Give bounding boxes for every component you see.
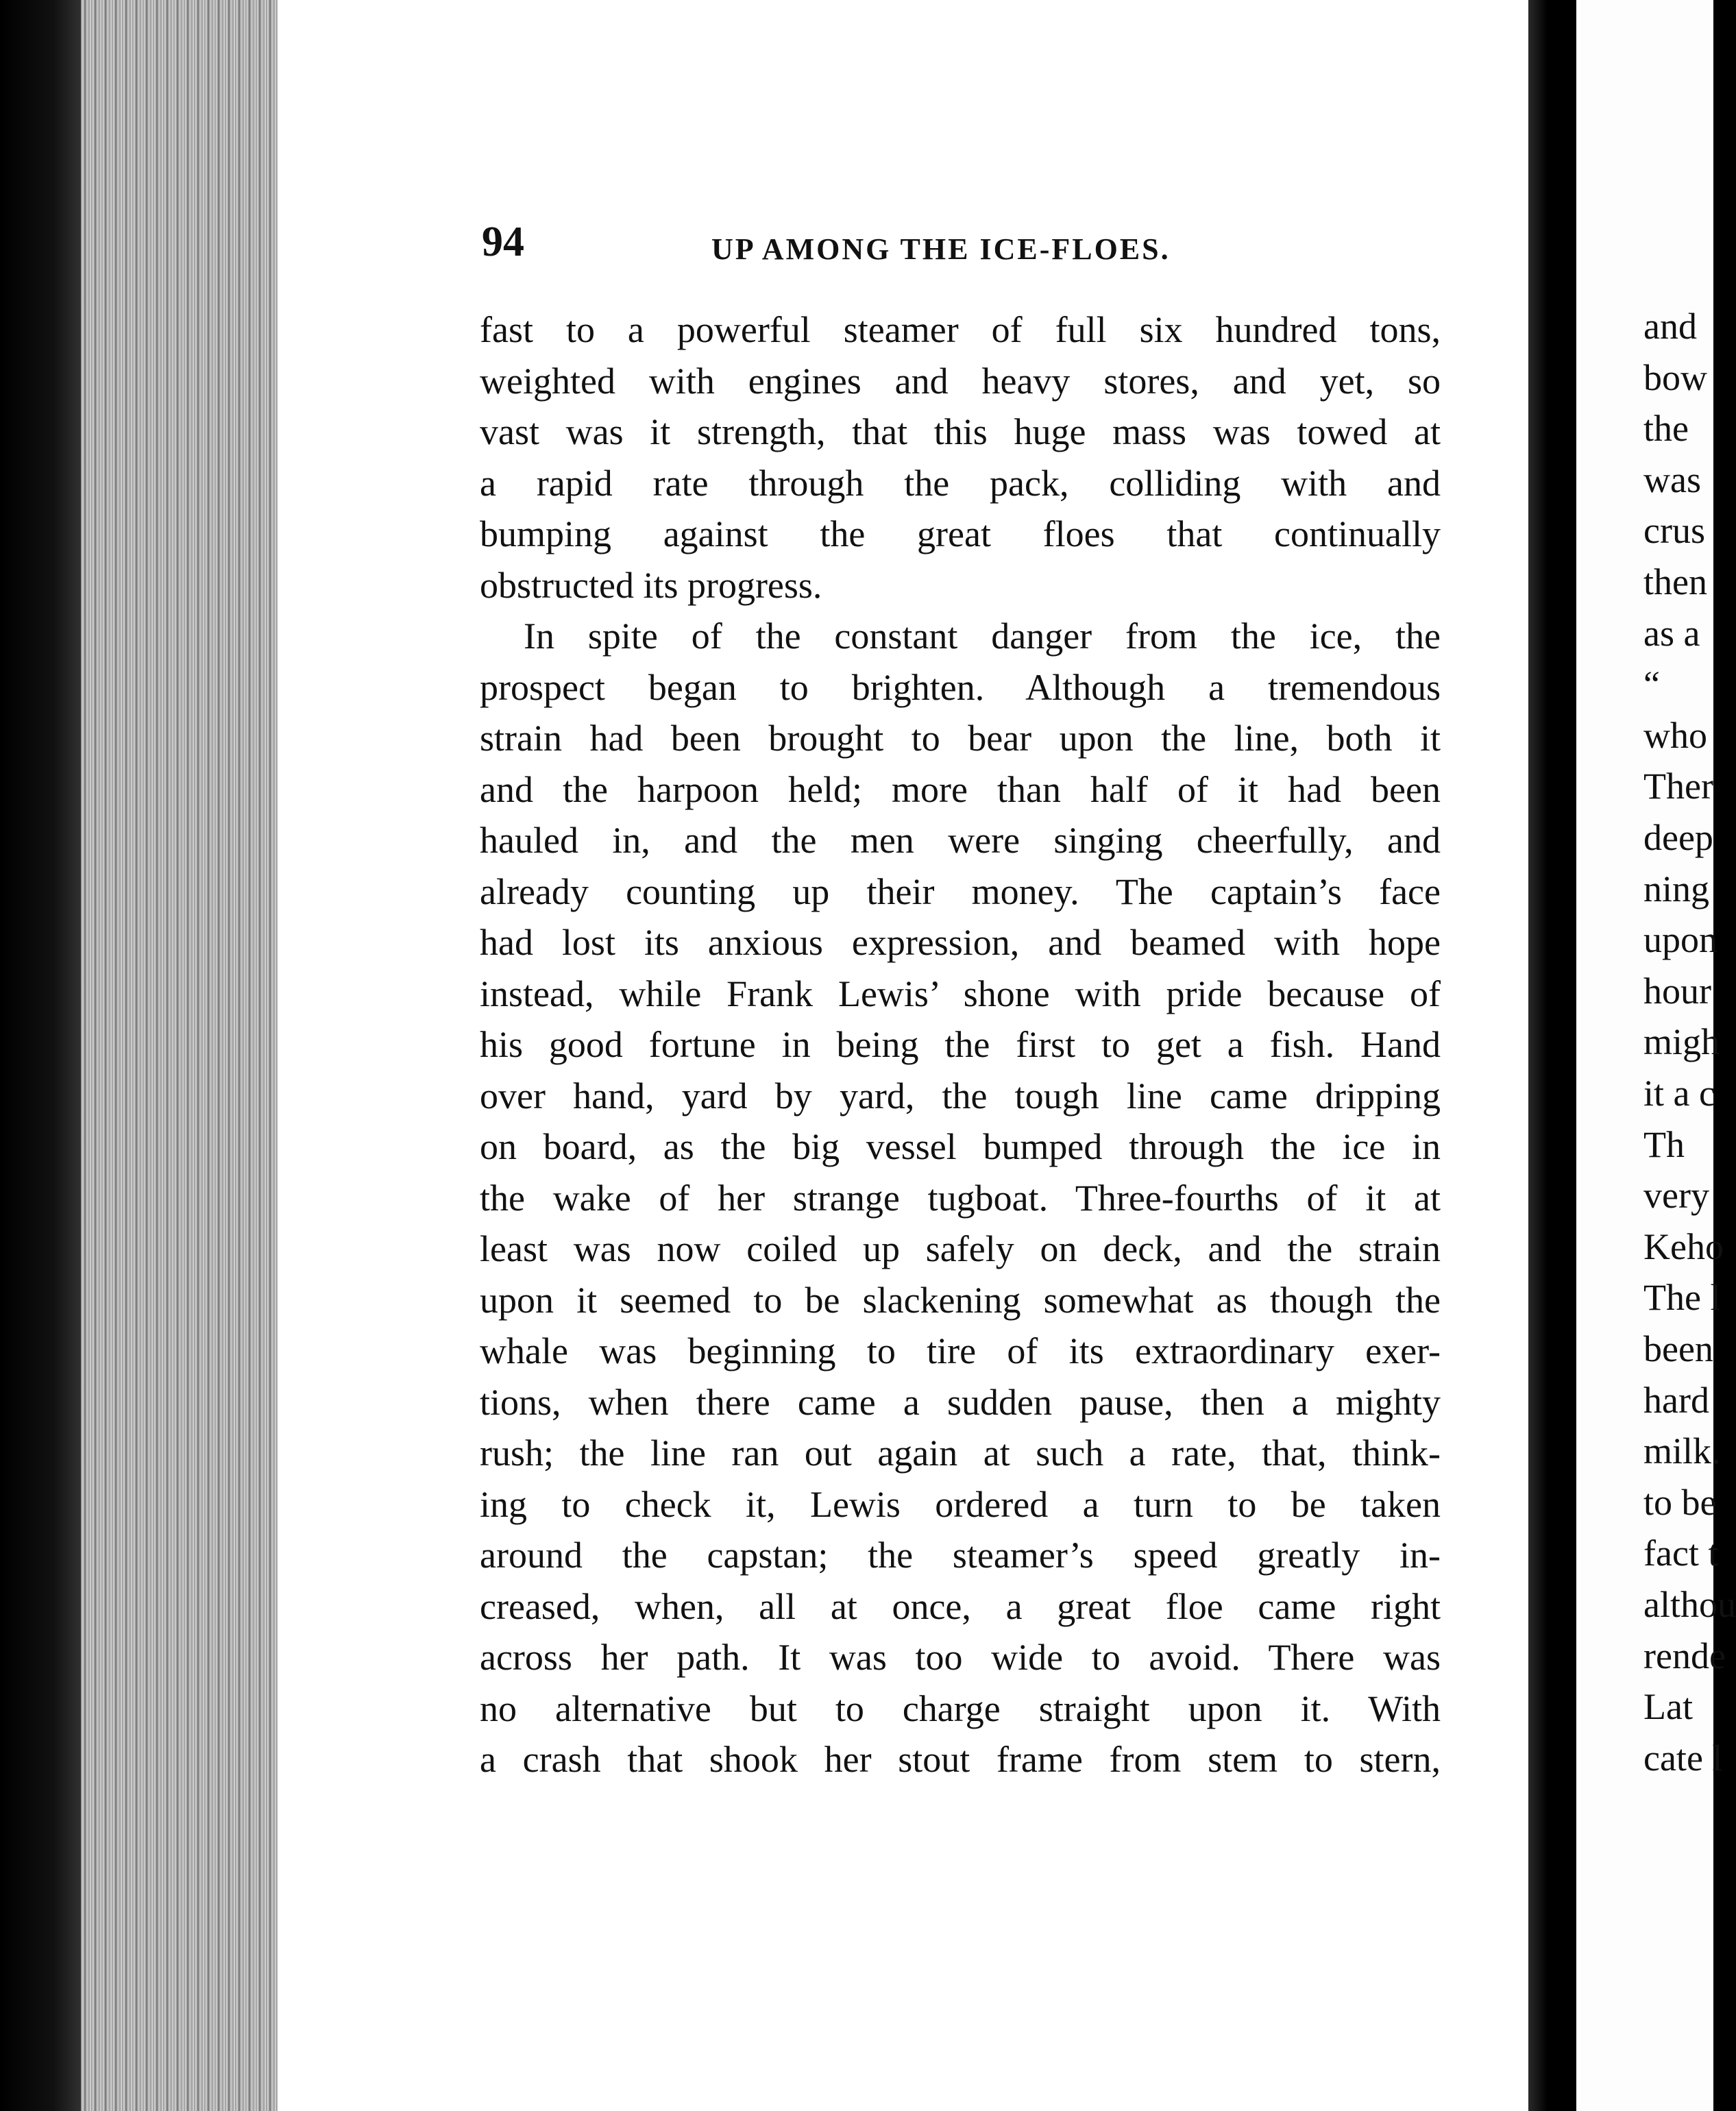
page-edges (81, 0, 280, 2111)
text-line: prospect began to brighten. Although a tremendous (480, 666, 1441, 708)
page-number: 94 (482, 219, 524, 265)
text-line: no alternative but to charge straight upon it. With (480, 1687, 1441, 1729)
text-line: around the capstan; the steamer’s speed greatly in- (480, 1535, 1441, 1576)
book-spine-shadow (1528, 0, 1576, 2111)
facing-page-fragment: milk. (1643, 1430, 1721, 1472)
text-line: on board, as the big vessel bumped through the ice in (480, 1126, 1441, 1167)
facing-page-fragment: been (1643, 1328, 1713, 1369)
facing-page-fragment: very (1643, 1175, 1709, 1217)
text-line: tions, when there came a sudden pause, then a mighty (480, 1381, 1441, 1423)
left-shadow (0, 0, 89, 2111)
text-line: In spite of the constant danger from the ice, the (524, 615, 1441, 657)
facing-page-fragment: Ther (1643, 766, 1713, 807)
text-line: a rapid rate through the pack, colliding with and (480, 462, 1441, 504)
text-line: already counting up their money. The captain’s face (480, 870, 1441, 912)
text-line: instead, while Frank Lewis’ shone with pride because of (480, 973, 1441, 1014)
facing-page-fragment: the (1643, 408, 1689, 450)
facing-page-fragment: ning (1643, 868, 1710, 910)
facing-page-fragment: deep (1643, 817, 1713, 858)
facing-page-fragment: Lat (1643, 1686, 1693, 1728)
facing-page-fragment: to be (1643, 1481, 1717, 1523)
facing-page-fragment: upon (1643, 919, 1717, 961)
text-line: a crash that shook her stout frame from stem to stern, (480, 1739, 1441, 1780)
text-line: the wake of her strange tugboat. Three-fourths of it at (480, 1177, 1441, 1219)
text-line: ing to check it, Lewis ordered a turn to be taken (480, 1483, 1441, 1525)
facing-page-fragment: Keho (1643, 1225, 1724, 1267)
text-line: rush; the line ran out again at such a rate, that, think- (480, 1432, 1441, 1474)
text-line: over hand, yard by yard, the tough line came dripping (480, 1075, 1441, 1116)
facing-page-fragment: hard (1643, 1379, 1709, 1421)
text-line: obstructed its progress. (480, 564, 822, 606)
facing-page-fragment: was (1643, 459, 1701, 500)
text-line: and the harpoon held; more than half of it had been (480, 768, 1441, 810)
facing-page-fragment: fact t (1643, 1533, 1719, 1574)
facing-page-fragment: hour (1643, 970, 1711, 1012)
facing-page-fragment: and (1643, 306, 1697, 347)
facing-page-fragment: althou (1643, 1584, 1736, 1625)
text-line: upon it seemed to be slackening somewhat as though the (480, 1279, 1441, 1321)
facing-page-fragment: as a (1643, 612, 1700, 654)
text-line: fast to a powerful steamer of full six hundred tons, (480, 309, 1441, 350)
text-line: his good fortune in being the first to get a fish. Hand (480, 1024, 1441, 1065)
running-head: UP AMONG THE ICE-FLOES. (711, 232, 1171, 266)
facing-page-fragment: rende (1643, 1635, 1726, 1676)
text-line: across her path. It was too wide to avoid. There was (480, 1637, 1441, 1678)
text-line: least was now coiled up safely on deck, and the strain (480, 1228, 1441, 1269)
facing-page-fragment: The l (1643, 1277, 1721, 1319)
facing-page (1576, 0, 1736, 2111)
text-line: strain had been brought to bear upon the line, both it (480, 718, 1441, 759)
facing-page-fragment: then (1643, 561, 1707, 602)
facing-page-fragment: bow (1643, 356, 1707, 398)
text-line: creased, when, all at once, a great floe came right (480, 1585, 1441, 1627)
text-line: bumping against the great floes that continually (480, 513, 1441, 554)
facing-page-fragment: cate l (1643, 1737, 1723, 1779)
text-line: had lost its anxious expression, and beamed with hope (480, 922, 1441, 963)
facing-page-fragment: it a c (1643, 1073, 1715, 1114)
facing-page-fragment: crus (1643, 510, 1705, 552)
facing-page-fragment: migh (1643, 1021, 1720, 1063)
facing-page-fragment: Th (1643, 1123, 1685, 1165)
facing-page-fragment: who (1643, 714, 1707, 756)
facing-page-fragment: “ (1643, 663, 1660, 705)
text-line: weighted with engines and heavy stores, and yet, so (480, 360, 1441, 402)
text-line: hauled in, and the men were singing cheerfully, and (480, 820, 1441, 861)
text-line: vast was it strength, that this huge mass was towed at (480, 411, 1441, 452)
body-text (480, 304, 1441, 1785)
text-line: whale was beginning to tire of its extraordinary exer- (480, 1330, 1441, 1371)
